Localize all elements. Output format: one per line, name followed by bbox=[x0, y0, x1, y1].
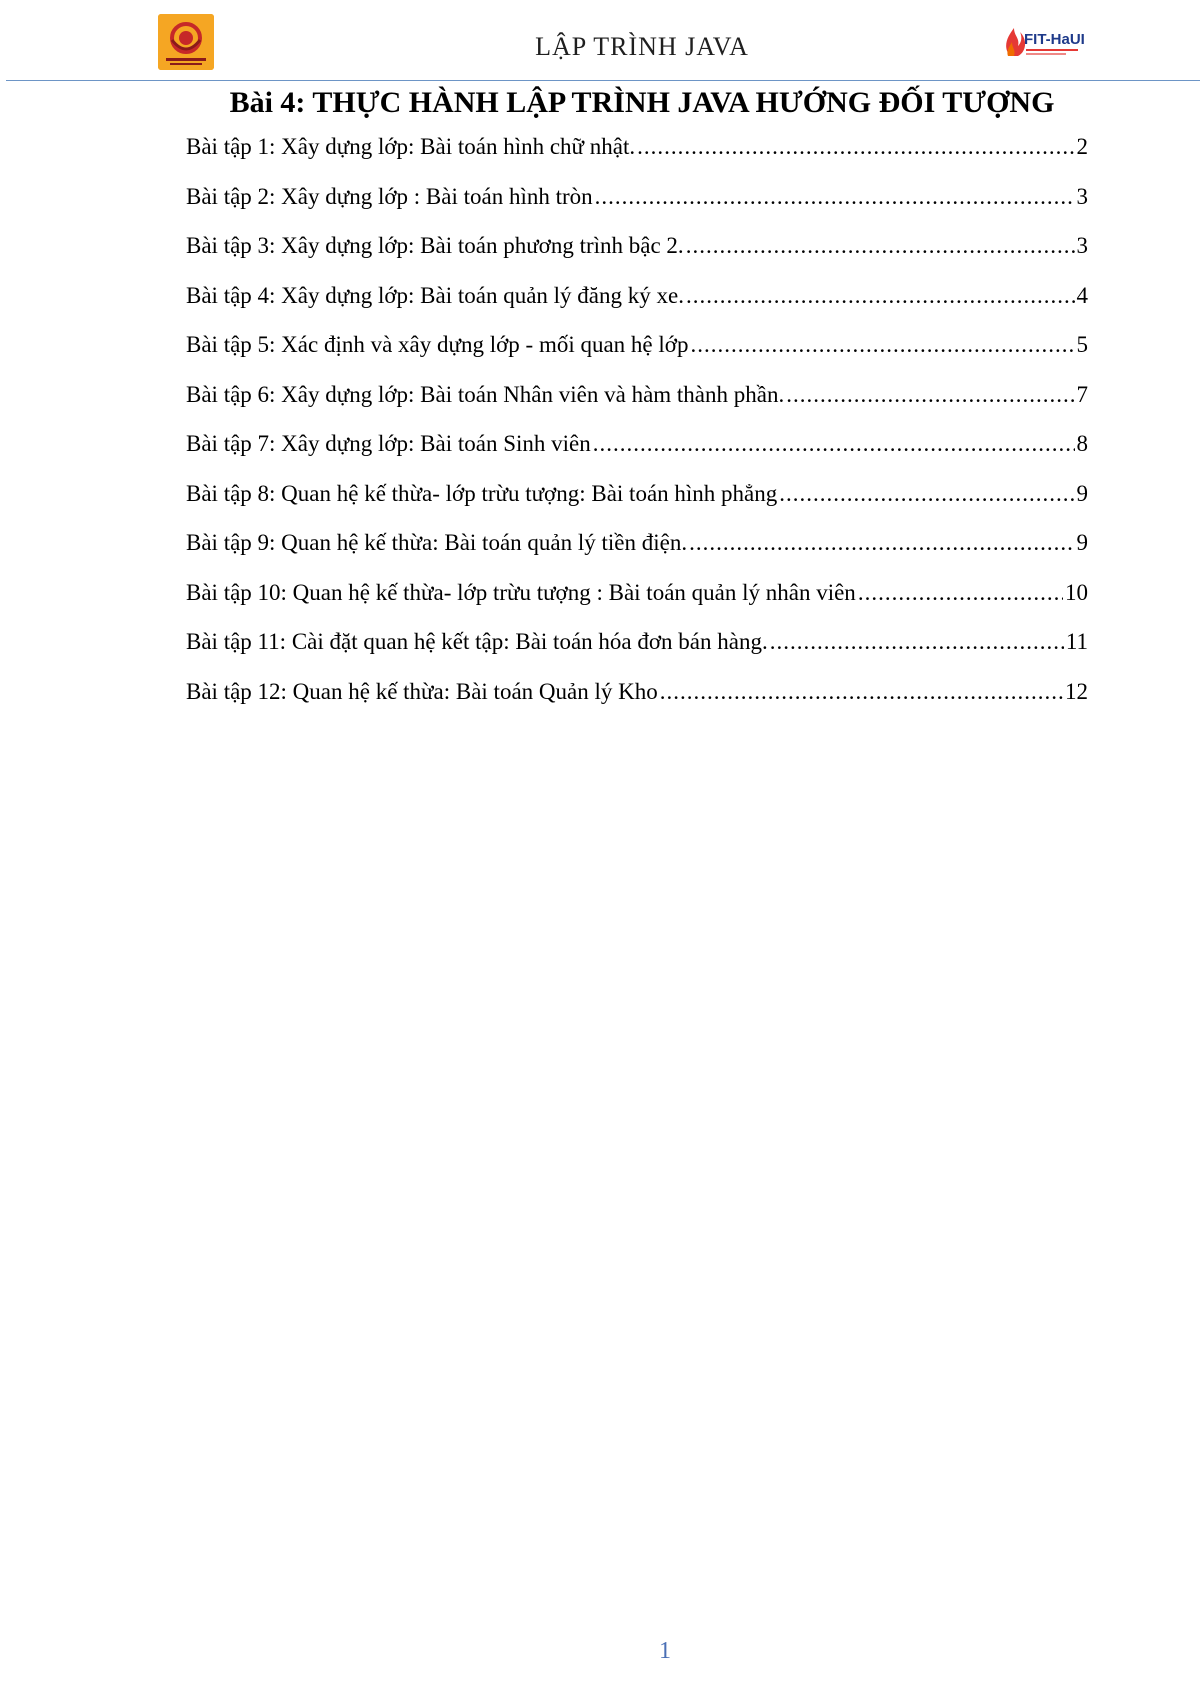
toc-entry-page: 9 bbox=[1076, 480, 1088, 506]
toc-leader-dots bbox=[690, 332, 1074, 358]
page-number: 1 bbox=[659, 1638, 671, 1664]
toc-entry-page: 10 bbox=[1065, 579, 1088, 605]
toc-entry[interactable] bbox=[186, 332, 1088, 382]
toc-entry-title: Bài tập 8: Quan hệ kế thừa- lớp trừu tượng: Bài toán hình phẳng bbox=[186, 480, 778, 506]
toc-entry-title: Bài tập 11: Cài đặt quan hệ kết tập: Bài toán hóa đơn bán hàng. bbox=[186, 629, 768, 654]
toc-entry[interactable] bbox=[186, 481, 1088, 531]
toc-leader-dots bbox=[770, 629, 1064, 655]
toc-leader-dots bbox=[595, 184, 1075, 210]
toc-entry-page: 8 bbox=[1076, 431, 1088, 456]
toc-entry-title: Bài tập 4: Xây dựng lớp: Bài toán quản lý đăng ký xe. bbox=[186, 282, 684, 308]
toc-entry[interactable] bbox=[186, 184, 1088, 234]
toc-leader-dots bbox=[689, 530, 1074, 556]
toc-leader-dots bbox=[660, 679, 1063, 705]
toc-entry-title: Bài tập 2: Xây dựng lớp : Bài toán hình tròn bbox=[186, 183, 593, 209]
toc-entry-title: Bài tập 1: Xây dựng lớp: Bài toán hình chữ nhật. bbox=[186, 134, 636, 159]
toc-leader-dots bbox=[686, 283, 1075, 309]
page-header bbox=[0, 0, 1200, 80]
toc-leader-dots bbox=[593, 431, 1075, 457]
toc-leader-dots bbox=[858, 580, 1063, 606]
toc-entry-page: 3 bbox=[1076, 183, 1088, 209]
toc-entry-title: Bài tập 6: Xây dựng lớp: Bài toán Nhân viên và hàm thành phần. bbox=[186, 381, 785, 407]
table-of-contents bbox=[186, 134, 1088, 728]
toc-entry-page: 12 bbox=[1065, 678, 1088, 704]
toc-entry[interactable] bbox=[186, 530, 1088, 580]
fit-haui-logo-icon bbox=[1000, 22, 1092, 62]
toc-entry[interactable] bbox=[186, 629, 1088, 679]
toc-entry-title: Bài tập 10: Quan hệ kế thừa- lớp trừu tượng : Bài toán quản lý nhân viên bbox=[186, 579, 856, 605]
toc-entry[interactable] bbox=[186, 580, 1088, 630]
toc-entry[interactable] bbox=[186, 679, 1088, 729]
toc-entry-page: 11 bbox=[1065, 629, 1088, 654]
toc-entry[interactable] bbox=[186, 283, 1088, 333]
toc-entry-title: Bài tập 5: Xác định và xây dựng lớp - mối quan hệ lớp bbox=[186, 332, 689, 357]
toc-entry[interactable] bbox=[186, 134, 1088, 184]
toc-leader-dots bbox=[779, 481, 1074, 507]
header-divider bbox=[6, 80, 1200, 81]
toc-leader-dots bbox=[637, 134, 1074, 160]
toc-entry-page: 4 bbox=[1076, 282, 1088, 308]
document-title: Bài 4: THỰC HÀNH LẬP TRÌNH JAVA HƯỚNG ĐỐI TƯỢNG bbox=[229, 86, 1055, 119]
toc-entry-title: Bài tập 9: Quan hệ kế thừa: Bài toán quản lý tiền điện. bbox=[186, 530, 688, 555]
toc-entry-page: 7 bbox=[1076, 381, 1088, 407]
toc-entry[interactable] bbox=[186, 233, 1088, 283]
toc-entry-page: 3 bbox=[1076, 233, 1088, 258]
toc-entry-page: 9 bbox=[1076, 530, 1088, 555]
toc-leader-dots bbox=[786, 382, 1074, 408]
toc-entry-page: 2 bbox=[1076, 134, 1088, 159]
toc-entry-title: Bài tập 12: Quan hệ kế thừa: Bài toán Quản lý Kho bbox=[186, 678, 658, 704]
toc-entry-page: 5 bbox=[1076, 332, 1088, 357]
toc-entry[interactable] bbox=[186, 431, 1088, 481]
header-title: LẬP TRÌNH JAVA bbox=[535, 32, 749, 61]
toc-entry-title: Bài tập 3: Xây dựng lớp: Bài toán phương trình bậc 2. bbox=[186, 233, 684, 258]
svg-text:FIT-HaUI: FIT-HaUI bbox=[1024, 31, 1085, 48]
toc-leader-dots bbox=[686, 233, 1075, 259]
toc-entry[interactable] bbox=[186, 382, 1088, 432]
toc-entry-title: Bài tập 7: Xây dựng lớp: Bài toán Sinh viên bbox=[186, 431, 591, 456]
